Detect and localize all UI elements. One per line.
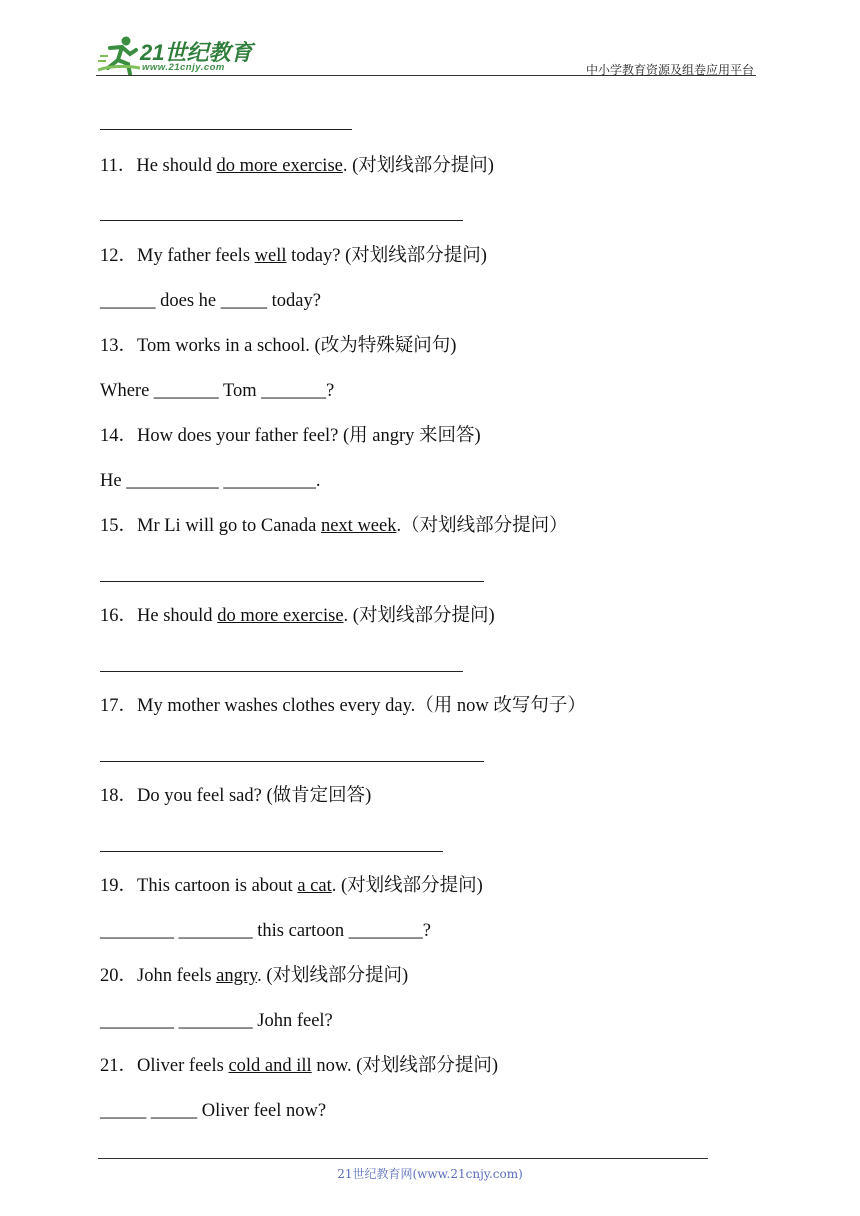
question-19: 19．This cartoon is about a cat. (对划线部分提问) [100,876,483,896]
answer-blank-line[interactable] [100,761,484,762]
question-11: 11．He should do more exercise. (对划线部分提问) [100,156,494,176]
logo [96,34,266,76]
question-15: 15．Mr Li will go to Canada next week.（对划线部分提问） [100,516,568,536]
answer-13[interactable]: Where _______ Tom _______? [100,381,335,401]
logo-url: www.21cnjy.com [142,62,225,73]
answer-blank-line[interactable] [100,220,463,221]
answer-21[interactable]: _____ _____ Oliver feel now? [100,1101,327,1121]
answer-14[interactable]: He __________ __________. [100,471,321,491]
question-17: 17．My mother washes clothes every day.（用 now 改写句子） [100,696,586,716]
footer-divider [98,1158,708,1159]
answer-19[interactable]: ________ ________ this cartoon ________? [100,921,431,941]
question-20: 20．John feels angry. (对划线部分提问) [100,966,409,986]
question-16: 16．He should do more exercise. (对划线部分提问) [100,606,495,626]
answer-blank-line[interactable] [100,851,443,852]
question-12: 12．My father feels well today? (对划线部分提问) [100,246,487,266]
page-header [96,30,756,78]
logo-title: 21世纪教育 [140,40,253,65]
platform-title: 中小学教育资源及组卷应用平台 [585,63,754,77]
question-14: 14．How does your father feel? (用 angry 来回答) [100,426,481,446]
question-13: 13．Tom works in a school. (改为特殊疑问句) [100,336,457,356]
page-footer: 21世纪教育网(www.21cnjy.com) [337,1167,523,1181]
answer-20[interactable]: ________ ________ John feel? [100,1011,333,1031]
answer-12[interactable]: ______ does he _____ today? [100,291,321,311]
answer-blank-line[interactable] [100,581,484,582]
answer-blank-line[interactable] [100,129,352,130]
question-18: 18．Do you feel sad? (做肯定回答) [100,786,372,806]
header-divider [96,75,756,76]
answer-blank-line[interactable] [100,671,463,672]
runner-logo-icon [96,34,144,76]
question-21: 21．Oliver feels cold and ill now. (对划线部分提问) [100,1056,499,1076]
